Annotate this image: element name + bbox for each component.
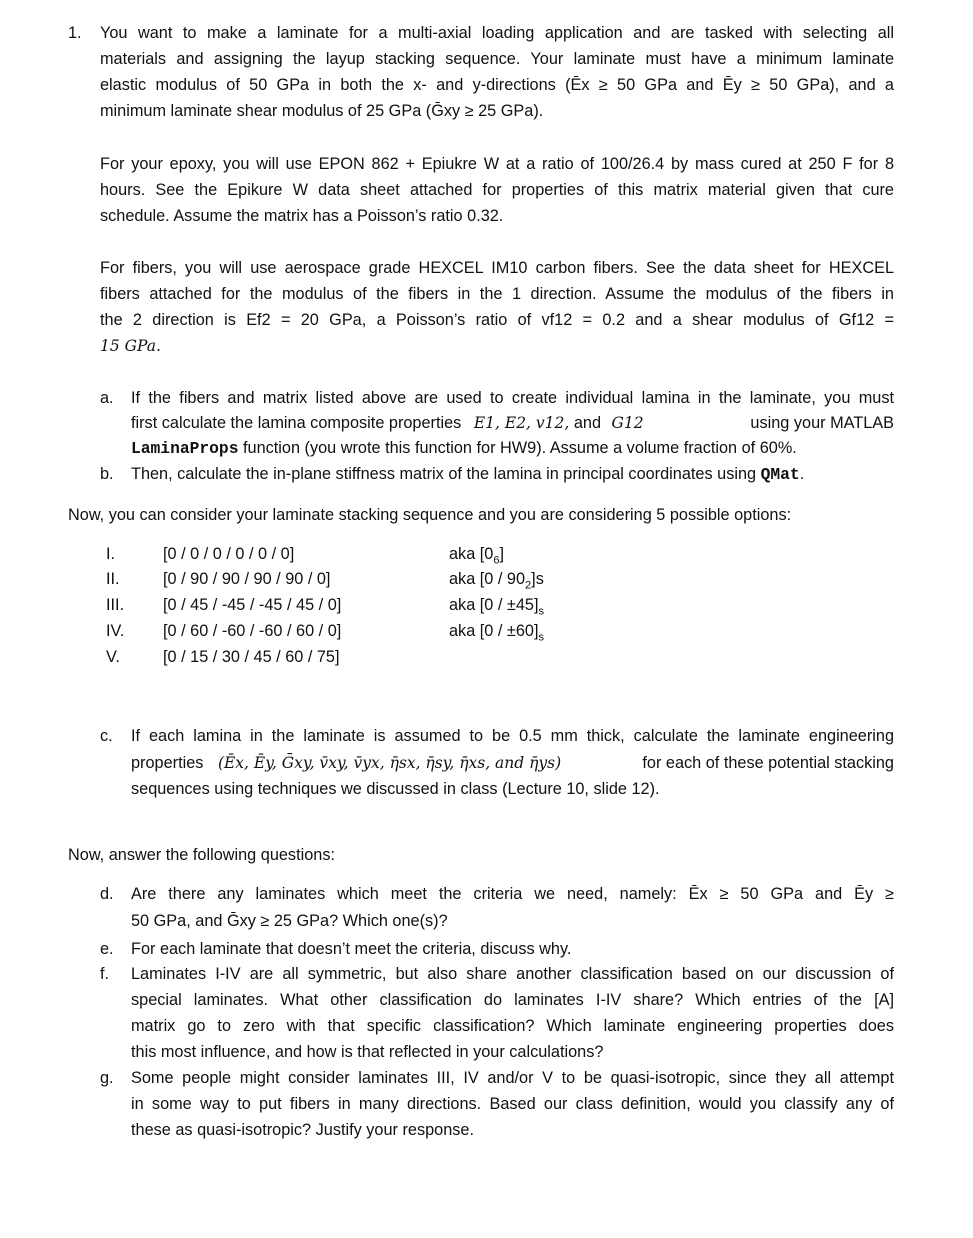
epoxy-line-3: schedule. Assume the matrix has a Poisson’s ratio 0.32. — [100, 207, 504, 225]
stacking-intro: Now, you can consider your laminate stacking sequence and you are considering 5 possible options: — [68, 506, 792, 524]
part-c-line-3: sequences using techniques we discussed in class (Lecture 10, slide 12). — [131, 780, 660, 798]
part-g-line-3: these as quasi-isotropic? Justify your response. — [131, 1121, 474, 1139]
part-a-line-1: If the fibers and matrix listed above are used to create individual lamina in the laminate, you must — [131, 389, 894, 407]
option-num: IV. — [106, 622, 125, 640]
part-c-label: c. — [100, 727, 113, 745]
option-seq: [0 / 0 / 0 / 0 / 0 / 0] — [163, 545, 295, 563]
part-c-line-2-tail: for each of these potential stacking — [642, 754, 894, 772]
part-a-g12-math: G12 — [611, 414, 644, 432]
option-aka-sub: 2 — [525, 579, 532, 592]
q1-line-4: minimum laminate shear modulus of 25 GPa (Ḡxy ≥ 25 GPa). — [100, 102, 544, 120]
part-f-line-3: matrix go to zero with that specific classification? Which laminate engineering properties does — [131, 1017, 894, 1035]
part-c-line-1: If each lamina in the laminate is assumed to be 0.5 mm thick, calculate the laminate engineering — [131, 727, 894, 745]
part-b-text — [131, 462, 804, 488]
part-e-label: e. — [100, 940, 114, 958]
fiber-line-1: For fibers, you will use aerospace grade HEXCEL IM10 carbon fibers. See the data sheet for HEXCEL — [100, 259, 894, 277]
option-aka-text: aka [0 / 90 — [449, 570, 526, 588]
option-aka-sub: 6 — [493, 554, 500, 567]
part-b-end: . — [799, 465, 805, 483]
option-num: II. — [106, 570, 120, 588]
part-a-matlab: using your MATLAB — [750, 414, 894, 432]
option-aka-tail: s — [538, 631, 544, 644]
part-g-line-2: in some way to put fibers in many directions. Based our class definition, would you classify any of — [131, 1095, 894, 1113]
fiber-line-2: fibers attached for the modulus of the fibers in the 1 direction. Assume the modulus of the fibers in — [100, 285, 894, 303]
part-f-line-1: Laminates I-IV are all symmetric, but also share another classification based on our discussion of — [131, 965, 894, 983]
part-a-label: a. — [100, 389, 114, 407]
part-f-line-4: this most influence, and how is that reflected in your calculations? — [131, 1043, 604, 1061]
option-seq: [0 / 45 / -45 / -45 / 45 / 0] — [163, 596, 342, 614]
part-f-line-2: special laminates. What other classification do laminates I-IV share? Which entries of the [A] — [131, 991, 894, 1009]
option-num: III. — [106, 596, 125, 614]
option-aka-text: aka [0 — [449, 545, 494, 563]
option-aka-tail: s — [538, 605, 544, 618]
fiber-line-4: 15 GPa. — [100, 337, 161, 355]
option-aka-text: aka [0 / ±60] — [449, 622, 539, 640]
option-seq: [0 / 15 / 30 / 45 / 60 / 75] — [163, 648, 340, 666]
question-1-number: 1. — [68, 24, 82, 42]
part-b-label: b. — [100, 465, 114, 483]
option-aka-text: aka [0 / ±45] — [449, 596, 539, 614]
part-a-line-3-text: function (you wrote this function for HW9). Assume a volume fraction of 60%. — [238, 439, 797, 457]
part-d-line-1: Are there any laminates which meet the criteria we need, namely: Ēx ≥ 50 GPa and Ēy ≥ — [131, 885, 894, 903]
part-a-line-2 — [131, 411, 894, 437]
option-seq: [0 / 90 / 90 / 90 / 90 / 0] — [163, 570, 331, 588]
part-g-label: g. — [100, 1069, 114, 1087]
part-d-label: d. — [100, 885, 114, 903]
part-a-line-3 — [131, 436, 797, 462]
part-c-properties-word: properties — [131, 754, 204, 772]
part-b-sentence: Then, calculate the in-plane stiffness matrix of the lamina in principal coordinates using — [131, 465, 761, 483]
laminaprops-code: LaminaProps — [131, 439, 239, 458]
part-c-line-2 — [131, 751, 894, 777]
part-a-line-2-text: first calculate the lamina composite properties — [131, 414, 462, 432]
part-g-line-1: Some people might consider laminates III, IV and/or V to be quasi-isotropic, since they all attempt — [131, 1069, 894, 1087]
option-aka-tail: ] — [499, 545, 505, 563]
epoxy-line-1: For your epoxy, you will use EPON 862 + Epiukre W at a ratio of 100/26.4 by mass cured at 250 F for 8 — [100, 155, 894, 173]
option-num: I. — [106, 545, 116, 563]
q1-line-3: elastic modulus of 50 GPa in both the x- and y-directions (Ēx ≥ 50 GPa and Ēy ≥ 50 GPa), and a — [100, 76, 894, 94]
part-d-line-2: 50 GPa, and Ḡxy ≥ 25 GPa? Which one(s)? — [131, 912, 448, 930]
questions-intro: Now, answer the following questions: — [68, 846, 335, 864]
fiber-line-3: the 2 direction is Ef2 = 20 GPa, a Poisson’s ratio of vf12 = 0.2 and a shear modulus of Gf12 = — [100, 311, 894, 329]
option-aka-tail: ]s — [531, 570, 544, 588]
part-a-props-math: E1, E2, v12, — [473, 414, 570, 432]
part-c-properties-math: (Ēx, Ēy, Ḡxy, v̄xy, v̄yx, η̄sx, η̄sy, η̄xs, and η̄ys) — [217, 754, 562, 772]
q1-line-1: You want to make a laminate for a multi-axial loading application and are tasked with selecting all — [100, 24, 894, 42]
qmat-code: QMat — [760, 465, 800, 484]
part-f-label: f. — [100, 965, 110, 983]
option-seq: [0 / 60 / -60 / -60 / 60 / 0] — [163, 622, 342, 640]
q1-line-2: materials and assigning the layup stacking sequence. Your laminate must have a minimum laminate — [100, 50, 894, 68]
option-aka — [449, 619, 544, 651]
option-num: V. — [106, 648, 120, 666]
part-e-text: For each laminate that doesn’t meet the criteria, discuss why. — [131, 940, 572, 958]
epoxy-line-2: hours. See the Epikure W data sheet attached for properties of this matrix material given that cure — [100, 181, 894, 199]
part-a-and: and — [573, 414, 602, 432]
